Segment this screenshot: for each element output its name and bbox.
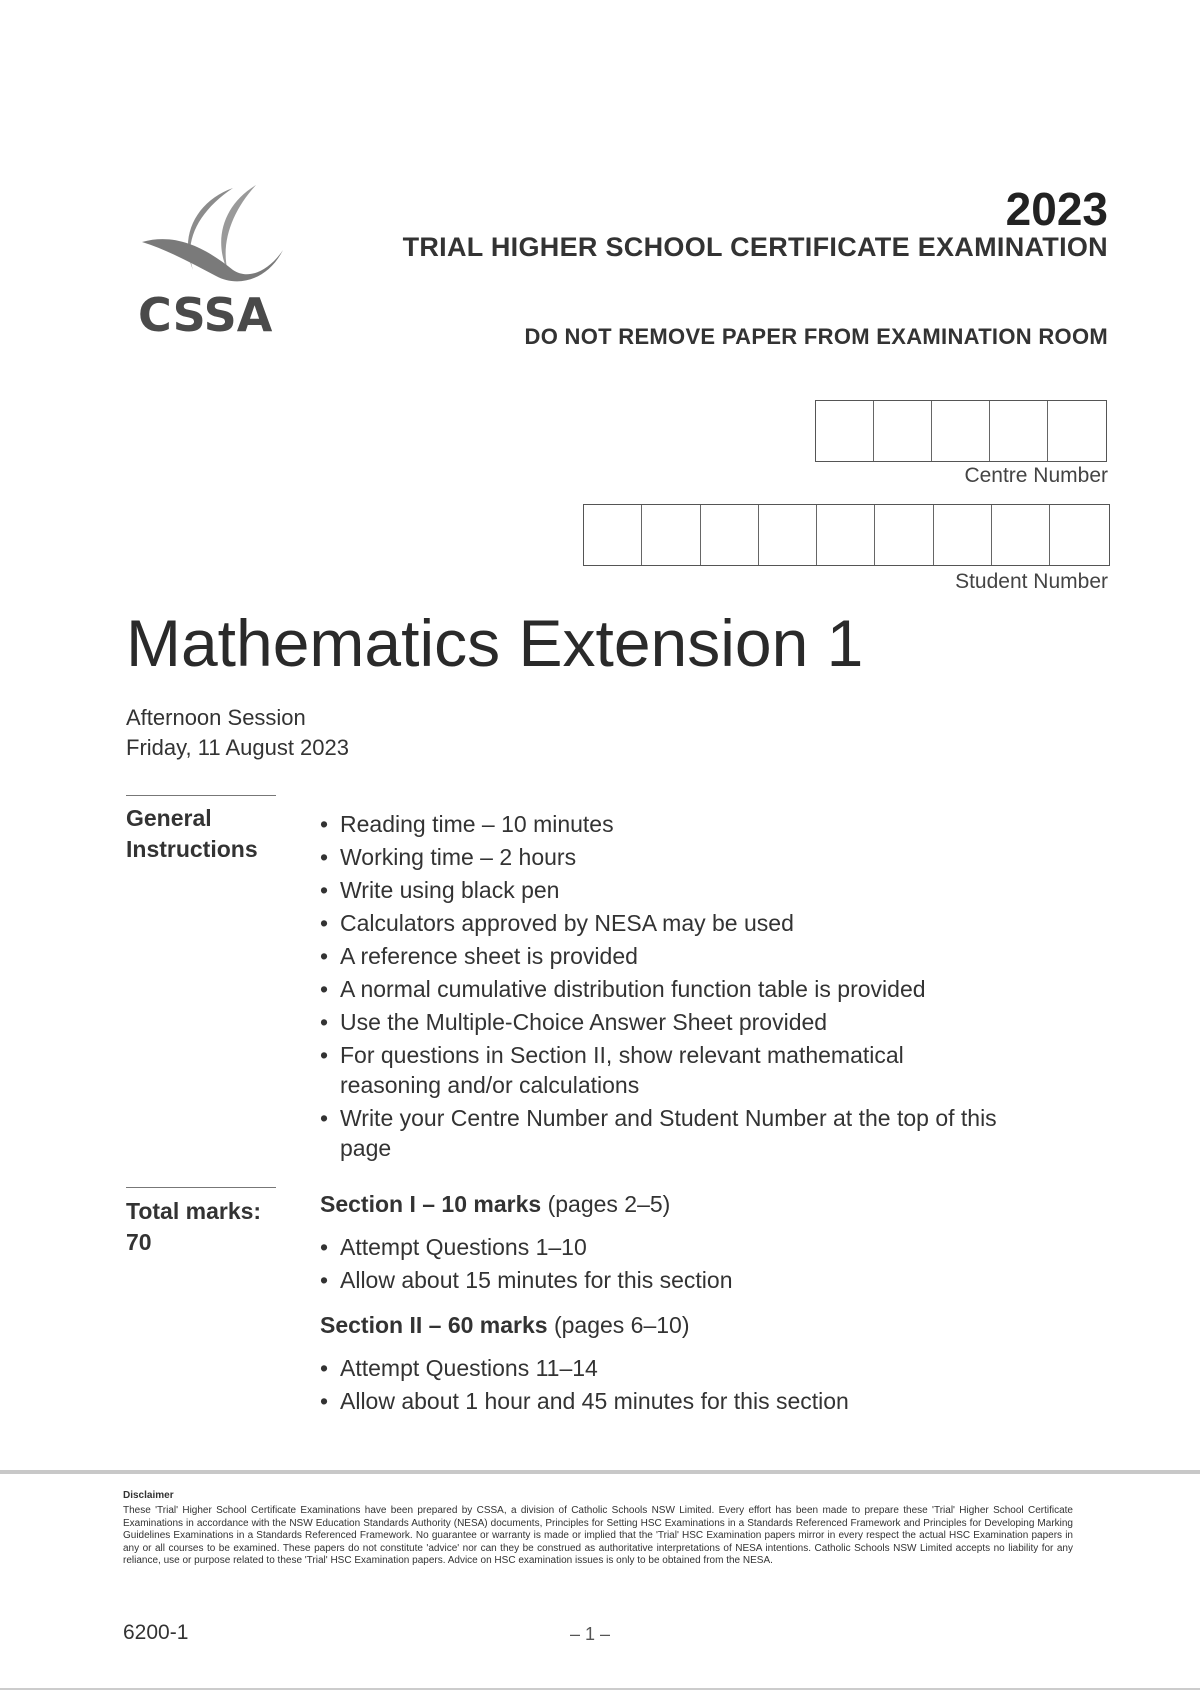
list-item: • Attempt Questions 1–10 — [320, 1232, 1020, 1262]
centre-number-label: Centre Number — [964, 464, 1108, 487]
cssa-logo — [138, 180, 288, 340]
centre-number-box[interactable] — [932, 401, 990, 461]
divider — [126, 795, 276, 796]
exam-title: TRIAL HIGHER SCHOOL CERTIFICATE EXAMINATION — [402, 232, 1108, 262]
list-item: • Write your Centre Number and Student Number at the top of this page — [320, 1103, 1000, 1163]
exam-date: Friday, 11 August 2023 — [126, 735, 349, 760]
session-text: Afternoon Session — [126, 705, 306, 730]
list-item: • For questions in Section II, show relevant mathematical reasoning and/or calculations — [320, 1040, 940, 1100]
list-item: • Calculators approved by NESA may be used — [320, 908, 1020, 938]
subject-title: Mathematics Extension 1 — [126, 606, 864, 680]
centre-number-boxes[interactable] — [815, 400, 1107, 462]
footer-divider — [0, 1470, 1200, 1474]
page-number: – 1 – — [570, 1624, 611, 1644]
list-item: • Allow about 1 hour and 45 minutes for this section — [320, 1386, 1020, 1416]
total-marks-heading — [126, 1196, 286, 1258]
student-number-box[interactable] — [875, 505, 933, 565]
list-item: • Working time – 2 hours — [320, 842, 1020, 872]
centre-number-box[interactable] — [874, 401, 932, 461]
list-item: • Allow about 15 minutes for this section — [320, 1265, 1020, 1295]
centre-number-box[interactable] — [1048, 401, 1106, 461]
section-1-name: Section I – 10 marks — [320, 1191, 542, 1217]
do-not-remove-notice: DO NOT REMOVE PAPER FROM EXAMINATION ROOM — [524, 324, 1108, 349]
exam-year: 2023 — [1005, 183, 1108, 235]
total-marks-value: 70 — [126, 1229, 152, 1255]
centre-number-box[interactable] — [816, 401, 874, 461]
section-1-list — [320, 1232, 1020, 1298]
student-number-box[interactable] — [934, 505, 992, 565]
student-number-box[interactable] — [584, 505, 642, 565]
list-item: • A reference sheet is provided — [320, 941, 1020, 971]
section-2-name: Section II – 60 marks — [320, 1312, 548, 1338]
section-2-heading — [320, 1312, 690, 1339]
student-number-box[interactable] — [701, 505, 759, 565]
student-number-label: Student Number — [955, 570, 1108, 593]
section-1-heading — [320, 1191, 670, 1218]
disclaimer-heading: Disclaimer — [123, 1490, 174, 1501]
bottom-divider — [0, 1688, 1200, 1690]
section-1-pages: (pages 2–5) — [547, 1191, 671, 1217]
centre-number-box[interactable] — [990, 401, 1048, 461]
divider — [126, 1187, 276, 1188]
instructions-list — [320, 809, 1020, 1166]
leaf-logo-icon — [138, 180, 288, 290]
student-number-box[interactable] — [642, 505, 700, 565]
student-number-box[interactable] — [817, 505, 875, 565]
student-number-box[interactable] — [992, 505, 1050, 565]
list-item: • A normal cumulative distribution function table is provided — [320, 974, 1020, 1004]
list-item: • Attempt Questions 11–14 — [320, 1353, 1020, 1383]
total-marks-label: Total marks: — [126, 1198, 262, 1224]
student-number-boxes[interactable] — [583, 504, 1110, 566]
logo-text: CSSA — [138, 288, 273, 342]
student-number-box[interactable] — [1050, 505, 1108, 565]
section-2-pages: (pages 6–10) — [553, 1312, 690, 1338]
list-item: • Reading time – 10 minutes — [320, 809, 1020, 839]
paper-code: 6200-1 — [123, 1621, 189, 1644]
disclaimer-text: These 'Trial' Higher School Certificate Examinations have been prepared by CSSA, a division of Catholic Schools NSW Limited. Every effort has been made to prepare these 'Trial' Higher School Certificate Examinations in accordance with the NSW Education Standards Authority (NESA) documents, Principles for Setting HSC Examinations in a Standards Referenced Framework and Principles for Developing Marking Guidelines Examinations in a Standards Referenced Framework. No guarantee or warranty is made or implied that the 'Trial' HSC Examination papers mirror in every respect the actual HSC Examination papers in any or all courses to be examined. These papers do not constitute 'advice' nor can they be construed as authoritative interpretations of NESA intentions. Catholic Schools NSW Limited accepts no liability for any reliance, use or purpose related to these 'Trial' HSC Examination papers. Advice on HSC examination issues is only to be obtained from the NESA. — [123, 1505, 1073, 1566]
list-item: • Write using black pen — [320, 875, 1020, 905]
section-2-list — [320, 1353, 1020, 1419]
student-number-box[interactable] — [759, 505, 817, 565]
list-item: • Use the Multiple-Choice Answer Sheet provided — [320, 1007, 1020, 1037]
general-instructions-heading: General Instructions — [126, 805, 258, 862]
